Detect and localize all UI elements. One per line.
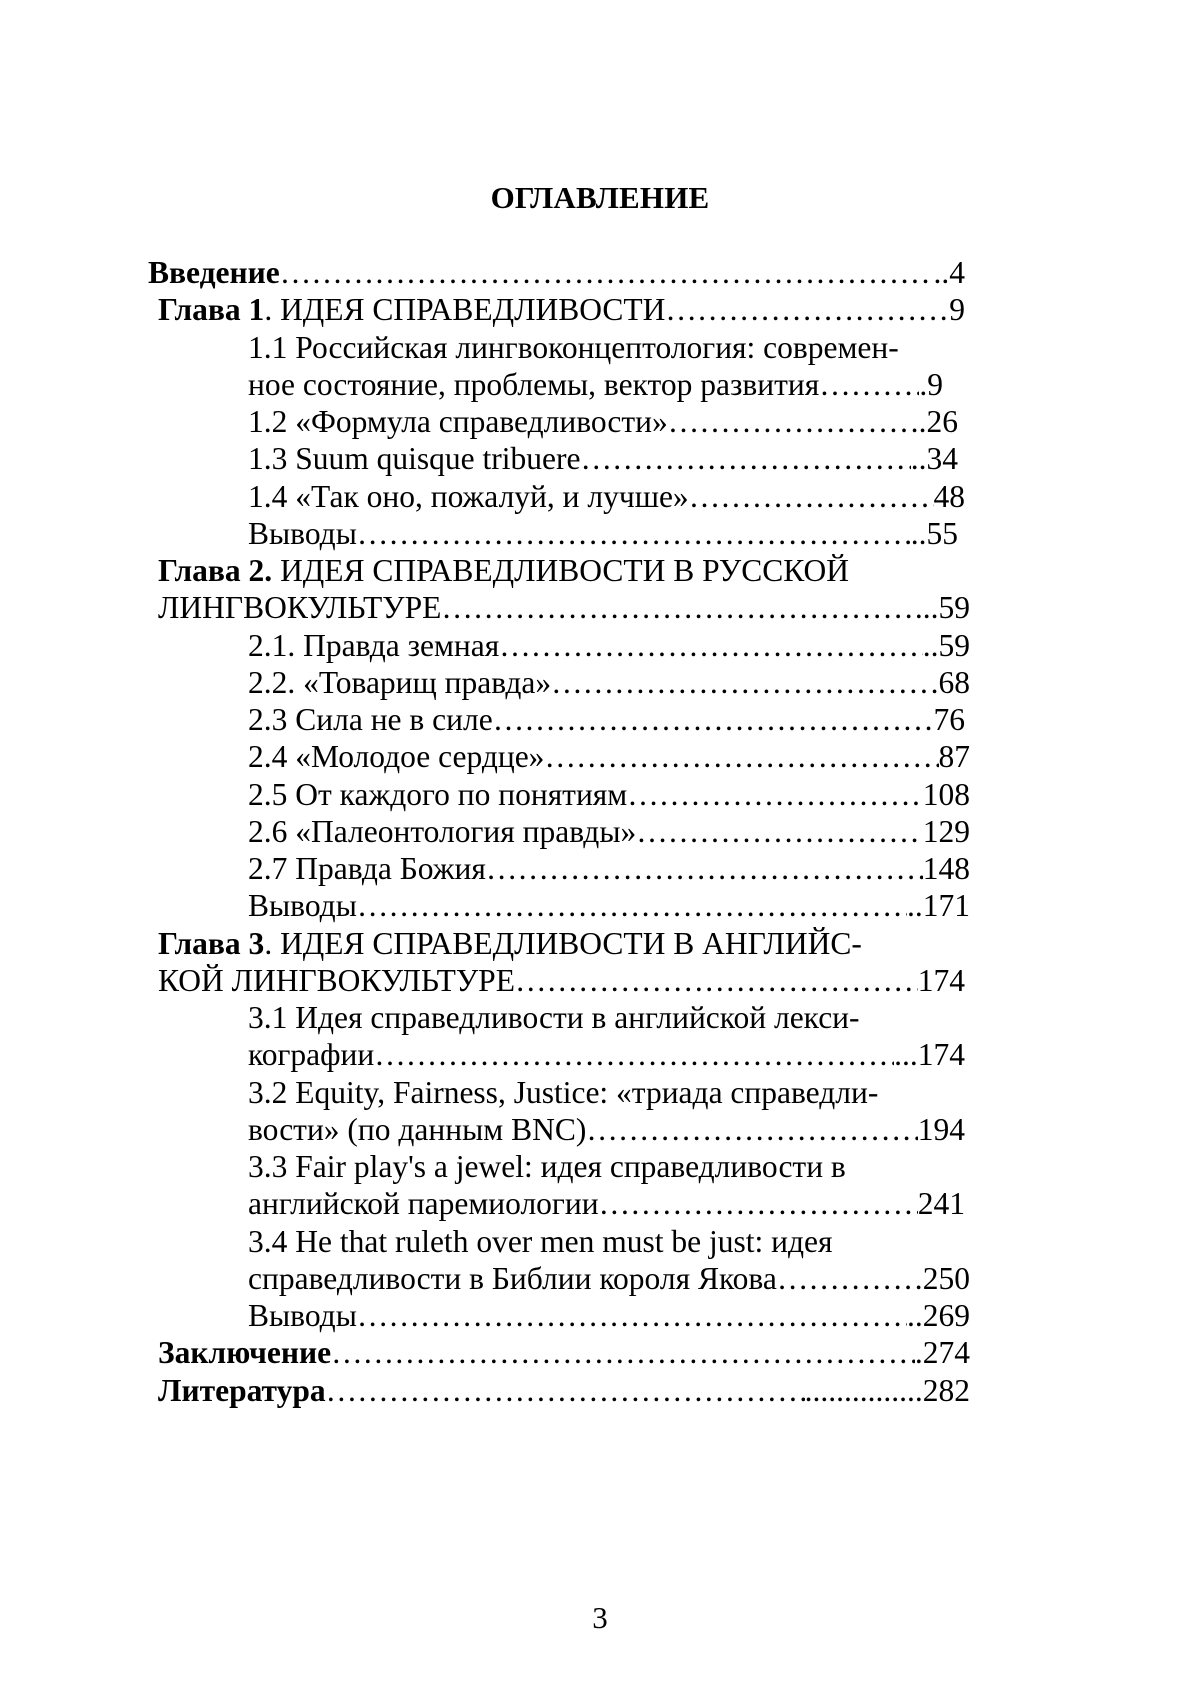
toc-entry-text: ЛИНГВОКУЛЬТУРЕ — [158, 590, 442, 626]
dot-leader — [668, 403, 919, 441]
toc-entry-title — [158, 926, 862, 961]
toc-line — [248, 999, 1000, 1037]
toc-entry-text: Выводы — [248, 1298, 357, 1333]
toc-entry-text: 2.4 «Молодое сердце» — [248, 739, 545, 775]
toc-entry-title — [158, 553, 849, 588]
toc-entry-title — [248, 1111, 586, 1149]
toc-entry-text: 2.2. «Товарищ правда» — [248, 664, 552, 700]
toc-page-number: .68 — [930, 664, 970, 700]
toc-entry-title — [248, 1149, 846, 1184]
toc-page-number: 108 — [922, 776, 970, 812]
toc-entry-text: КОЙ ЛИНГВОКУЛЬТУРЕ — [158, 962, 515, 998]
toc-line — [248, 403, 958, 441]
toc-entry-text: 1.2 «Формула справедливости» — [248, 404, 668, 439]
toc-line — [248, 1036, 965, 1074]
toc-entry-title — [158, 1372, 326, 1410]
toc-page-number: ..34 — [910, 441, 958, 477]
toc-line — [248, 1260, 970, 1298]
dot-leader — [665, 291, 949, 329]
toc-entry-text: 1.3 Suum quisque tribuere — [248, 441, 581, 477]
toc-entry-title — [158, 589, 441, 627]
toc-page-number: 194 — [917, 1111, 965, 1147]
toc-line — [248, 664, 970, 702]
dot-leader — [357, 515, 911, 553]
toc-entry-text: 3.4 He that ruleth over men must be just: идея — [248, 1223, 833, 1259]
toc-entry-text: 3.1 Идея справедливости в английской лекси- — [248, 1000, 860, 1035]
toc-line — [248, 1111, 965, 1149]
toc-line — [248, 478, 965, 516]
dot-leader — [551, 664, 931, 702]
toc-page-number: .274 — [914, 1335, 970, 1371]
toc-entry-text: 2.6 «Палеонтология правды» — [248, 813, 637, 849]
toc-entry-title — [248, 850, 486, 888]
dot-leader — [280, 254, 934, 292]
dot-leader — [777, 1260, 923, 1298]
toc-entry-text: . ИДЕЯ СПРАВЕДЛИВОСТИ В АНГЛИЙС- — [264, 925, 862, 961]
page-number: 3 — [592, 1600, 608, 1635]
dot-leader — [636, 813, 923, 851]
toc-line — [158, 1334, 970, 1372]
dot-leader — [627, 776, 923, 814]
toc-entry-text: 2.5 От каждого по понятиям — [248, 776, 628, 812]
toc-line — [248, 1223, 1000, 1261]
toc-entry-title — [248, 1000, 860, 1035]
toc-line — [248, 776, 970, 814]
dot-leader — [374, 1036, 894, 1074]
toc-entry-text: кографии — [248, 1037, 375, 1073]
toc-entry-text: 3.2 Equity, Fairness, Justice: «триада справедли- — [248, 1074, 879, 1110]
toc-entry-text: 2.3 Сила не в силе — [248, 702, 493, 737]
toc-entry-title — [248, 1297, 357, 1335]
dot-leader — [441, 589, 915, 627]
toc-entry-text: ИДЕЯ СПРАВЕДЛИВОСТИ В РУССКОЙ — [272, 553, 849, 588]
toc-line — [248, 850, 970, 888]
dot-leader — [493, 701, 934, 739]
dot-leader — [689, 478, 934, 516]
toc-line — [248, 887, 970, 925]
toc-page-number: 76 — [933, 702, 965, 737]
dot-leader — [326, 1372, 805, 1410]
toc-page-number: 174 — [917, 962, 965, 998]
page-title: ОГЛАВЛЕНИЕ — [490, 180, 710, 215]
toc-entry-title — [248, 515, 357, 553]
toc-entry-title — [248, 813, 636, 851]
toc-page-number: 87 — [938, 739, 970, 775]
toc-entry-text: ное состояние, проблемы, вектор развития — [248, 366, 820, 402]
toc-line — [158, 1372, 970, 1410]
toc-line — [248, 701, 965, 739]
toc-line — [248, 440, 958, 478]
toc-page-number: .9 — [919, 366, 943, 402]
dot-leader — [499, 627, 922, 665]
toc-page-number: ...174 — [894, 1037, 965, 1073]
toc-page-number: .26 — [918, 404, 958, 439]
toc-entry-bold: Глава 3 — [158, 925, 265, 961]
toc-entry-text: справедливости в Библии короля Якова — [248, 1260, 777, 1296]
toc-entry-text: 1.4 «Так оно, пожалуй, и лучше» — [248, 478, 689, 514]
dot-leader — [599, 1185, 918, 1223]
toc-entry-title — [248, 1036, 374, 1074]
dot-leader — [486, 850, 923, 888]
dot-leader — [357, 1297, 907, 1335]
toc-page-number: 250 — [922, 1260, 970, 1296]
toc-entry-title — [158, 962, 515, 1000]
dot-leader — [819, 366, 919, 404]
toc-entry-bold: Глава 2. — [158, 553, 273, 588]
dot-leader — [586, 1111, 917, 1149]
toc-entry-text: Выводы — [248, 888, 357, 924]
dot-leader — [331, 1334, 915, 1372]
toc-entry-title — [248, 478, 689, 516]
toc-entry-bold: Заключение — [158, 1335, 332, 1371]
toc-entry-text: 3.3 Fair play's a jewel: идея справедливости в — [248, 1149, 846, 1184]
toc-line — [248, 366, 943, 404]
toc-entry-title — [248, 1075, 878, 1110]
toc-entry-title — [248, 776, 627, 814]
dot-leader — [515, 962, 918, 1000]
toc-entry-title — [248, 627, 499, 665]
toc-entry-title — [158, 291, 665, 329]
toc-entry-title — [248, 1224, 833, 1259]
toc-page-number: ..171 — [907, 888, 970, 924]
toc-page-number: ..4 — [933, 255, 965, 290]
toc-entry-title — [148, 254, 280, 292]
toc-entry-bold: Глава 1 — [158, 292, 265, 328]
toc-entry-title — [248, 330, 899, 365]
toc-line — [248, 1148, 1000, 1186]
toc-entry-bold: Литература — [158, 1372, 326, 1408]
toc-page-number: ...59 — [914, 590, 970, 626]
toc-line — [248, 515, 958, 553]
toc-line — [158, 552, 1000, 590]
toc-page-number: ..269 — [907, 1298, 970, 1333]
toc-entry-text: 2.1. Правда земная — [248, 627, 500, 663]
toc-entry-title — [248, 366, 819, 404]
dot-leader — [580, 440, 910, 478]
toc-line — [248, 738, 970, 776]
toc-page-number: 148 — [922, 851, 970, 886]
toc-entry-title — [248, 440, 580, 478]
dot-leader — [357, 887, 907, 925]
toc-page-number: ...............282 — [804, 1372, 970, 1408]
toc-page-number: ..55 — [910, 515, 958, 551]
toc-entry-text: английской паремиологии — [248, 1186, 599, 1222]
toc-page-number: 129 — [922, 813, 970, 849]
toc-entry-title — [248, 701, 493, 739]
toc-line — [248, 1297, 970, 1335]
toc-page-number: ..59 — [922, 627, 970, 663]
toc-entry-title — [248, 1260, 777, 1298]
toc-line — [248, 329, 1000, 367]
toc-entry-title — [248, 664, 551, 702]
toc-entry-text: 2.7 Правда Божия — [248, 851, 486, 886]
toc-page-number: 241 — [917, 1186, 965, 1222]
dot-leader — [544, 738, 938, 776]
toc-page-number: 48 — [933, 478, 965, 514]
toc-line — [158, 925, 1000, 963]
toc-entry-text: Выводы — [248, 515, 357, 551]
toc-entry-title — [248, 738, 544, 776]
toc-entry-title — [248, 1185, 599, 1223]
toc-entry-text: . ИДЕЯ СПРАВЕДЛИВОСТИ — [264, 292, 666, 328]
toc-entry-title — [158, 1334, 331, 1372]
toc-line — [248, 627, 970, 665]
toc-line — [248, 813, 970, 851]
toc-entry-title — [248, 887, 357, 925]
toc-line — [248, 1185, 965, 1223]
toc-entry-bold: Введение — [148, 255, 280, 290]
toc-line — [158, 291, 965, 329]
toc-line — [158, 962, 965, 1000]
toc-entry-text: 1.1 Российская лингвоконцептология: современ- — [248, 329, 899, 365]
toc-line — [158, 589, 970, 627]
toc-line — [248, 1074, 1000, 1112]
toc-entry-text: вости» (по данным BNC) — [248, 1111, 587, 1147]
toc-entry-title — [248, 403, 668, 441]
toc-page-number: 9 — [949, 292, 965, 328]
toc-line — [148, 254, 965, 292]
